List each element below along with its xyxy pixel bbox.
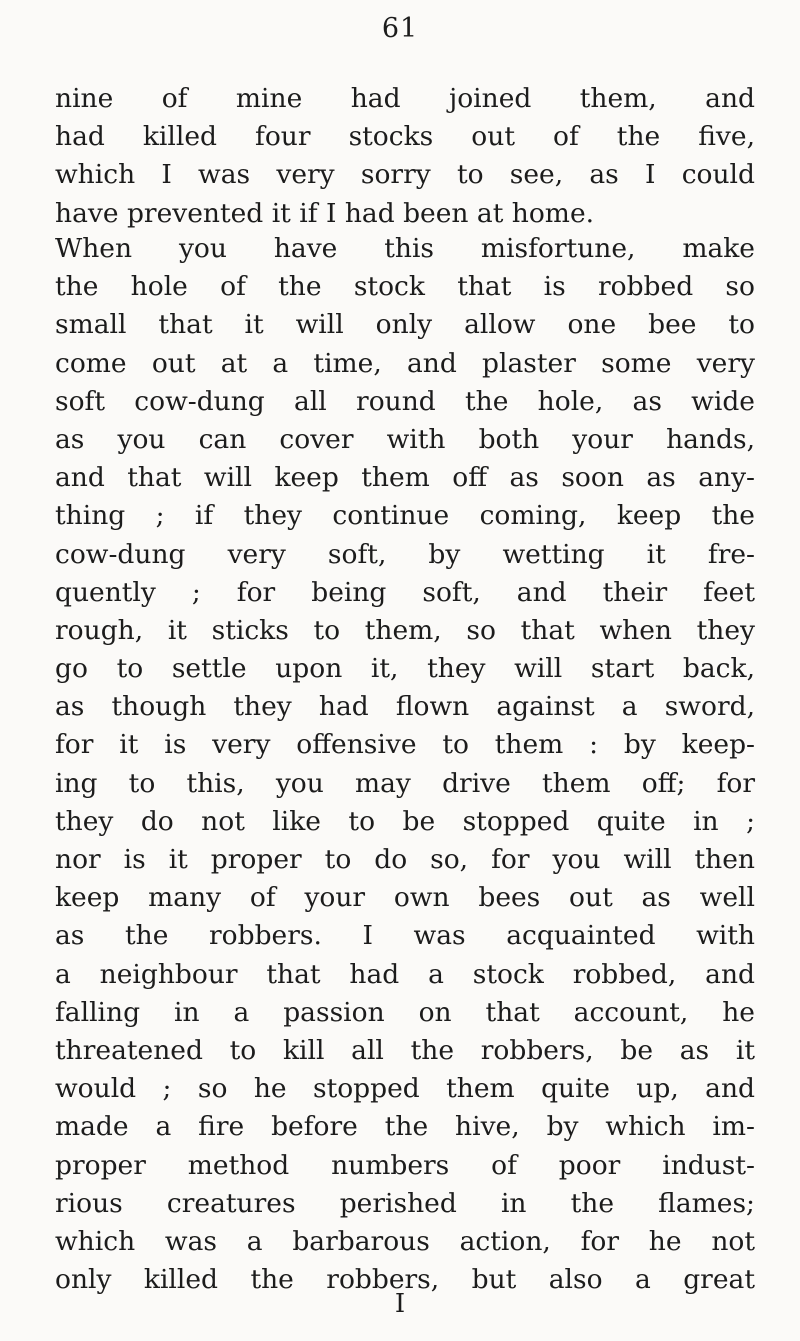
text-line: they do not like to be stopped quite in ; xyxy=(55,805,755,837)
text-line: which was a barbarous action, for he not xyxy=(55,1225,755,1257)
text-line: a neighbour that had a stock robbed, and xyxy=(55,958,755,990)
text-line: as though they had flown against a sword, xyxy=(55,691,755,723)
text-line: ing to this, you may drive them off; for xyxy=(55,767,755,799)
text-line: proper method numbers of poor indust- xyxy=(55,1149,755,1181)
paragraph-2 xyxy=(55,230,755,1299)
text-line: cow-dung very soft, by wetting it fre- xyxy=(55,538,755,570)
text-line: only killed the robbers, but also a great xyxy=(55,1264,755,1296)
text-line: rough, it sticks to them, so that when they xyxy=(55,614,755,646)
text-line: nor is it proper to do so, for you will then xyxy=(55,844,755,875)
text-line: and that will keep them off as soon as any- xyxy=(55,462,755,494)
text-line: come out at a time, and plaster some very xyxy=(55,347,755,379)
text-line: as you can cover with both your hands, xyxy=(55,423,755,455)
text-line: made a fire before the hive, by which im- xyxy=(55,1111,755,1143)
text-line: soft cow-dung all round the hole, as wide xyxy=(55,385,755,417)
text-line: falling in a passion on that account, he xyxy=(55,996,755,1028)
text-line: small that it will only allow one bee to xyxy=(55,309,755,341)
text-line: thing ; if they continue coming, keep the xyxy=(55,500,755,532)
text-line: rious creatures perished in the flames; xyxy=(55,1187,755,1219)
text-line: have prevented it if I had been at home. xyxy=(55,197,595,229)
signature-mark: I xyxy=(394,1289,406,1319)
text-line: which I was very sorry to see, as I could xyxy=(55,159,755,191)
text-line: the hole of the stock that is robbed so xyxy=(55,271,755,303)
text-line: would ; so he stopped them quite up, and xyxy=(55,1073,755,1105)
paragraph-1 xyxy=(55,80,755,233)
text-line: When you have this misfortune, make xyxy=(55,233,755,264)
text-line: nine of mine had joined them, and xyxy=(55,83,755,114)
text-line: keep many of your own bees out as well xyxy=(55,882,755,914)
text-line: as the robbers. I was acquainted with xyxy=(55,920,755,952)
text-line: go to settle upon it, they will start back, xyxy=(55,653,755,685)
text-line: had killed four stocks out of the five, xyxy=(55,121,755,153)
text-line: quently ; for being soft, and their feet xyxy=(55,576,755,608)
page-number: 61 xyxy=(381,13,419,44)
text-line: for it is very offensive to them : by keep- xyxy=(55,729,755,761)
text-line: threatened to kill all the robbers, be as it xyxy=(55,1034,755,1066)
